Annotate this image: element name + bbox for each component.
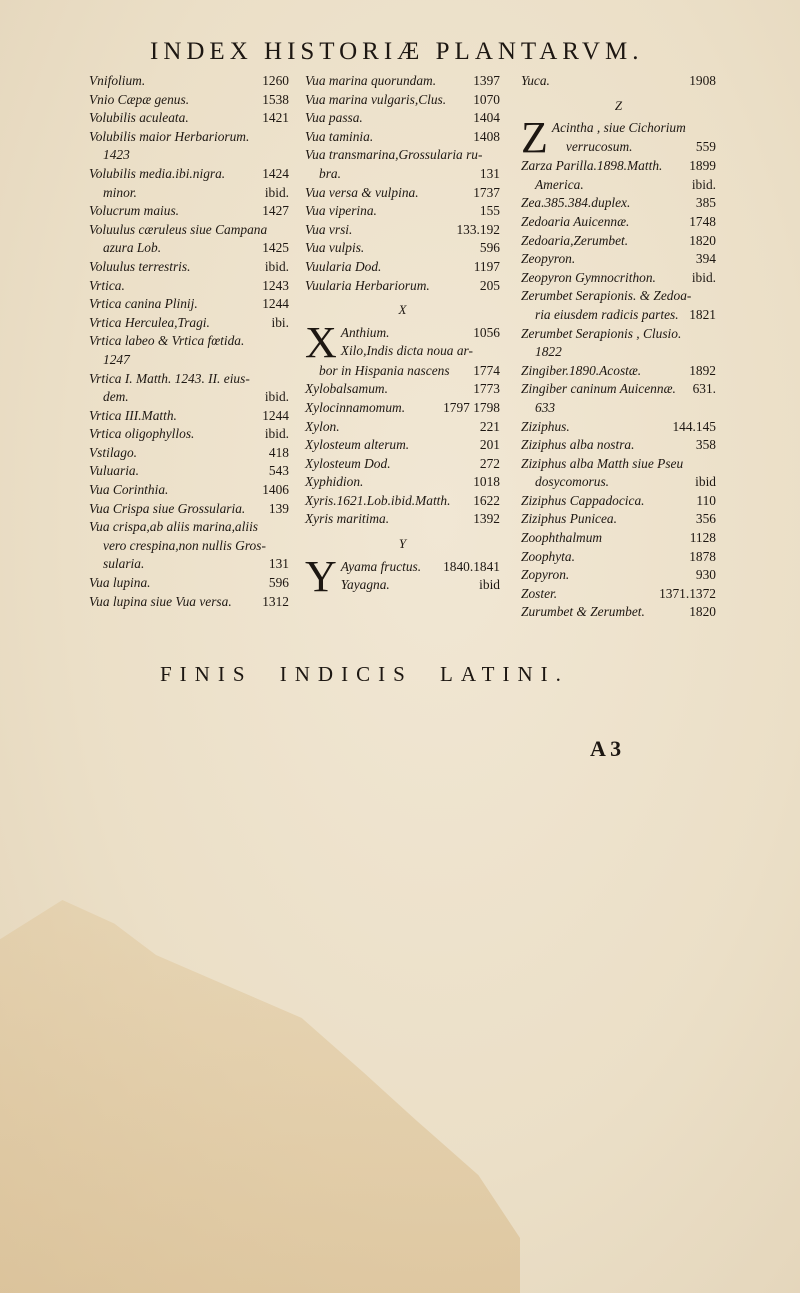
index-entry — [521, 548, 716, 567]
index-entry — [89, 481, 289, 500]
index-entry — [305, 418, 500, 437]
entry-page-ref: 221 — [479, 418, 500, 434]
entry-term: Zerumbet Serapionis , Clusio. — [521, 325, 682, 341]
drop-cap-block-y — [305, 551, 500, 601]
entry-term: Zingiber caninum Auicennæ. — [521, 381, 676, 397]
index-entry — [305, 128, 500, 147]
index-entry — [521, 72, 716, 91]
index-entry — [341, 342, 500, 361]
entry-page-ref: 1312 — [262, 593, 289, 609]
entry-term: ria eiusdem radicis partes. — [535, 306, 679, 322]
index-entry — [305, 277, 500, 296]
index-entry — [341, 324, 500, 343]
index-entry — [521, 362, 716, 381]
entry-term: Vuularia Herbariorum. — [305, 277, 430, 293]
entry-page-ref: 1821 — [689, 306, 716, 322]
drop-cap-z: Z — [521, 113, 548, 163]
index-entry — [521, 566, 716, 585]
entry-term: 1822 — [535, 344, 562, 360]
index-entry — [89, 146, 289, 165]
index-entry — [305, 109, 500, 128]
entry-page-ref: 1128 — [689, 530, 716, 546]
entry-page-ref: 110 — [696, 492, 716, 508]
index-entry — [552, 138, 716, 157]
entry-page-ref: 930 — [695, 567, 716, 583]
index-entry — [521, 473, 716, 492]
entry-term: Volubilis maior Herbariorum. — [89, 128, 250, 144]
entry-page-ref: 1748 — [689, 213, 716, 229]
entry-term: Vua crispa,ab aliis marina,aliis — [89, 519, 259, 535]
index-entry — [521, 287, 716, 306]
entry-page-ref: 1820 — [689, 604, 716, 620]
entry-page-ref: 358 — [695, 437, 716, 453]
entry-term: Vrtica I. Matth. 1243. II. eius- — [89, 370, 250, 386]
index-entry — [305, 91, 500, 110]
index-entry — [305, 239, 500, 258]
entry-page-ref: 543 — [268, 463, 289, 479]
index-entry — [341, 558, 500, 577]
entry-term: Vnifolium. — [89, 73, 146, 88]
entry-term: Vuluaria. — [89, 463, 139, 479]
entry-term: Ziziphus alba Matth siue Pseu — [521, 455, 684, 471]
index-entry — [521, 232, 716, 251]
entry-term: Volubilis media.ibi.nigra. — [89, 165, 226, 181]
index-column-2 — [305, 72, 500, 601]
entry-page-ref: 1070 — [473, 91, 500, 107]
entry-page-ref: 155 — [479, 203, 500, 219]
index-entry — [89, 388, 289, 407]
entry-term: Anthium. — [340, 324, 390, 340]
entry-term: Zerumbet Serapionis. & Zedoa- — [521, 288, 692, 304]
index-entry — [305, 184, 500, 203]
entry-term: bra. — [319, 165, 341, 181]
entry-page-ref: 1244 — [262, 296, 289, 312]
page-header: INDEX HISTORIÆ PLANTARVM. — [150, 38, 644, 65]
entry-page-ref: 1538 — [262, 91, 289, 107]
index-entry — [89, 518, 289, 537]
index-entry — [89, 332, 289, 351]
entry-page-ref: 1244 — [262, 407, 289, 423]
entry-term: Volubilis aculeata. — [89, 110, 189, 126]
index-entry — [89, 165, 289, 184]
entry-term: America. — [535, 176, 584, 192]
index-entry — [521, 306, 716, 325]
entry-page-ref: ibid — [695, 474, 716, 490]
entry-term: Zedoaria Auicennæ. — [521, 213, 630, 229]
entry-term: Vrtica oligophyllos. — [89, 426, 195, 442]
entry-page-ref: 205 — [479, 277, 500, 293]
index-entry — [521, 325, 716, 344]
entry-page-ref: 272 — [479, 455, 500, 471]
index-entry — [521, 176, 716, 195]
index-entry — [89, 537, 289, 556]
index-entry — [89, 184, 289, 203]
entry-page-ref: 131 — [268, 556, 289, 572]
entry-term: Zeopyron. — [521, 251, 576, 267]
entry-page-ref: 1243 — [262, 277, 289, 293]
index-entry — [305, 455, 500, 474]
index-entry — [89, 295, 289, 314]
entry-page-ref: 1260 — [262, 73, 289, 88]
entry-term: Ziziphus Punicea. — [521, 511, 617, 527]
drop-cap-block-z — [521, 113, 716, 163]
entry-page-ref: 356 — [695, 511, 716, 527]
index-entry — [89, 593, 289, 612]
entry-term: Zea.385.384.duplex. — [521, 195, 631, 211]
index-entry — [89, 128, 289, 147]
entry-term: dem. — [103, 389, 129, 405]
index-entry — [521, 603, 716, 622]
entry-term: Ziziphus Cappadocica. — [521, 492, 645, 508]
index-entry — [89, 314, 289, 333]
index-entry — [521, 380, 716, 399]
entry-term: Voluulus cæruleus siue Campana — [89, 221, 268, 237]
index-entry — [521, 585, 716, 604]
entry-term: Xyris maritima. — [305, 511, 390, 527]
entry-term: Vrtica labeo & Vrtica fœtida. — [89, 333, 245, 349]
entry-page-ref: 139 — [268, 500, 289, 516]
index-entry — [305, 221, 500, 240]
index-entry — [89, 425, 289, 444]
entry-term: Xylobalsamum. — [305, 381, 388, 397]
entry-page-ref: 1406 — [262, 482, 289, 498]
index-entry — [89, 277, 289, 296]
index-entry — [521, 157, 716, 176]
entry-term: Zoster. — [521, 585, 558, 601]
index-entry — [89, 109, 289, 128]
index-entry — [521, 343, 716, 362]
index-entry — [89, 555, 289, 574]
entry-page-ref: 1773 — [473, 381, 500, 397]
entry-term: Vua taminia. — [305, 128, 374, 144]
entry-term: Xyphidion. — [305, 474, 364, 490]
entry-term: Xylosteum alterum. — [305, 437, 410, 453]
index-entry — [305, 202, 500, 221]
index-entry — [305, 258, 500, 277]
entry-page-ref: 1622 — [473, 492, 500, 508]
entry-term: Vua marina vulgaris,Clus. — [305, 91, 447, 107]
entry-term: 1423 — [103, 147, 130, 163]
index-entry — [89, 500, 289, 519]
index-entry — [305, 146, 500, 165]
entry-term: dosycomorus. — [535, 474, 610, 490]
index-entry — [305, 399, 500, 418]
index-entry — [521, 250, 716, 269]
entry-term: Vrtica Herculea,Tragi. — [89, 314, 210, 330]
entry-term: Zoophthalmum — [521, 530, 603, 546]
drop-cap-block-x — [305, 317, 500, 367]
entry-page-ref: 1908 — [689, 73, 716, 88]
entry-page-ref: ibi. — [271, 314, 289, 330]
entry-page-ref: 1392 — [473, 511, 500, 527]
entry-term: Vstilago. — [89, 444, 137, 460]
index-entry — [89, 239, 289, 258]
entry-term: Vua lupina siue Vua versa. — [89, 593, 232, 609]
entry-page-ref: 1397 — [473, 73, 500, 88]
index-entry — [305, 436, 500, 455]
entry-term: verrucosum. — [565, 138, 633, 154]
entry-page-ref: 1840.1841 — [443, 558, 500, 574]
index-entry — [89, 202, 289, 221]
index-entry — [89, 72, 289, 91]
entry-term: Vua Corinthia. — [89, 482, 169, 498]
index-entry — [521, 510, 716, 529]
entry-term: Zedoaria,Zerumbet. — [521, 232, 629, 248]
index-entry — [89, 91, 289, 110]
entry-page-ref: 418 — [268, 444, 289, 460]
entry-term: Vua versa & vulpina. — [305, 184, 419, 200]
index-entry — [305, 165, 500, 184]
finis-line: FINIS INDICIS LATINI. — [160, 662, 569, 686]
index-entry — [305, 510, 500, 529]
entry-term: Vrtica. — [89, 277, 125, 293]
entry-term: 1247 — [103, 351, 130, 367]
entry-page-ref: 1820 — [689, 232, 716, 248]
section-letter-y: Y — [398, 536, 407, 552]
entry-page-ref: 385 — [695, 195, 716, 211]
entry-term: vero crespina,non nullis Gros- — [103, 537, 266, 553]
index-entry — [89, 462, 289, 481]
signature-mark: A 3 — [590, 736, 622, 761]
entry-term: Vua transmarina,Grossularia ru- — [305, 147, 483, 163]
entry-term: Ziziphus alba nostra. — [521, 437, 635, 453]
entry-page-ref: 1197 — [473, 258, 500, 274]
entry-page-ref: 1899 — [689, 158, 716, 174]
section-letter-x: X — [398, 302, 407, 318]
entry-term: Vua lupina. — [89, 575, 151, 591]
entry-page-ref: 1427 — [262, 203, 289, 219]
entry-term: Vua Crispa siue Grossularia. — [89, 500, 246, 516]
entry-term: azura Lob. — [103, 240, 162, 256]
index-column-1 — [89, 72, 289, 611]
index-entry — [521, 194, 716, 213]
entry-term: Xylon. — [305, 418, 340, 434]
index-entry — [552, 119, 716, 138]
entry-page-ref: 1056 — [473, 324, 500, 340]
entry-page-ref: ibid. — [264, 184, 289, 200]
entry-page-ref: 1878 — [689, 548, 716, 564]
entry-term: minor. — [103, 184, 137, 200]
entry-page-ref: 1774 — [473, 362, 500, 378]
entry-page-ref: 631. — [692, 381, 716, 397]
index-entry — [521, 399, 716, 418]
index-entry — [89, 258, 289, 277]
index-entry — [89, 574, 289, 593]
entry-term: Vua marina quorundam. — [305, 73, 437, 88]
index-entry — [89, 221, 289, 240]
entry-page-ref: 1408 — [473, 128, 500, 144]
entry-term: Vua vulpis. — [305, 240, 365, 256]
entry-term: Ziziphus. — [521, 418, 570, 434]
entry-page-ref: ibid. — [264, 389, 289, 405]
entry-term: sularia. — [103, 556, 145, 572]
index-entry — [305, 492, 500, 511]
entry-page-ref: 596 — [479, 240, 500, 256]
drop-cap-x: X — [305, 317, 337, 367]
entry-page-ref: 1371.1372 — [659, 585, 716, 601]
index-entry — [521, 436, 716, 455]
entry-page-ref: 131 — [479, 165, 500, 181]
entry-page-ref: 394 — [695, 251, 716, 267]
entry-term: Zoophyta. — [521, 548, 575, 564]
entry-page-ref: ibid. — [691, 176, 716, 192]
entry-term: Volucrum maius. — [89, 203, 180, 219]
entry-page-ref: 559 — [695, 138, 716, 154]
entry-term: Yayagna. — [340, 577, 390, 593]
entry-page-ref: 1018 — [473, 474, 500, 490]
entry-term: Zurumbet & Zerumbet. — [521, 604, 645, 620]
entry-page-ref: 1421 — [262, 110, 289, 126]
index-entry — [305, 72, 500, 91]
entry-page-ref: 1892 — [689, 362, 716, 378]
entry-page-ref: ibid. — [691, 269, 716, 285]
entry-page-ref: ibid. — [264, 426, 289, 442]
entry-page-ref: 144.145 — [672, 418, 716, 434]
drop-cap-y: Y — [305, 551, 337, 601]
entry-page-ref: ibid — [479, 577, 500, 593]
entry-term: Ayama fructus. — [340, 558, 422, 574]
entry-term: Xylosteum Dod. — [305, 455, 391, 471]
entry-page-ref: 1425 — [262, 240, 289, 256]
entry-term: Zeopyron Gymnocrithon. — [521, 269, 656, 285]
entry-term: 633 — [535, 399, 556, 415]
index-entry — [305, 473, 500, 492]
entry-term: Vrtica III.Matth. — [89, 407, 177, 423]
index-entry — [341, 576, 500, 595]
entry-term: Xylocinnamomum. — [305, 399, 406, 415]
index-entry — [89, 370, 289, 389]
entry-page-ref: 1424 — [262, 165, 289, 181]
entry-term: Vua vrsi. — [305, 221, 353, 237]
entry-term: Vrtica canina Plinij. — [89, 296, 198, 312]
index-column-3 — [521, 72, 716, 622]
index-entry — [89, 351, 289, 370]
index-entry — [305, 362, 500, 381]
index-entry — [89, 407, 289, 426]
entry-term: Vnio Cæpæ genus. — [89, 91, 190, 107]
index-entry — [521, 492, 716, 511]
entry-term: Acintha , siue Cichorium — [551, 120, 686, 136]
index-entry — [89, 444, 289, 463]
index-entry — [521, 529, 716, 548]
entry-term: Xilo,Indis dicta noua ar- — [340, 343, 473, 359]
entry-term: Zarza Parilla.1898.Matth. — [521, 158, 663, 174]
index-entry — [305, 380, 500, 399]
entry-page-ref: 1404 — [473, 110, 500, 126]
entry-page-ref: 596 — [268, 575, 289, 591]
entry-page-ref: 133.192 — [456, 221, 500, 237]
entry-term: Xyris.1621.Lob.ibid.Matth. — [305, 492, 451, 508]
entry-term: bor in Hispania nascens — [319, 362, 450, 378]
entry-term: Vuularia Dod. — [305, 258, 382, 274]
entry-term: Zopyron. — [521, 567, 570, 583]
entry-page-ref: 1797 1798 — [443, 399, 500, 415]
entry-page-ref: ibid. — [264, 258, 289, 274]
index-entry — [521, 213, 716, 232]
entry-term: Voluulus terrestris. — [89, 258, 191, 274]
entry-page-ref: 1737 — [473, 184, 500, 200]
entry-term: Yuca. — [521, 73, 550, 88]
entry-term: Vua passa. — [305, 110, 363, 126]
entry-term: Zingiber.1890.Acostæ. — [521, 362, 642, 378]
entry-page-ref: 201 — [479, 437, 500, 453]
entry-term: Vua viperina. — [305, 203, 377, 219]
index-entry — [521, 269, 716, 288]
index-entry — [521, 455, 716, 474]
section-letter-z: Z — [614, 97, 623, 113]
index-entry — [521, 418, 716, 437]
